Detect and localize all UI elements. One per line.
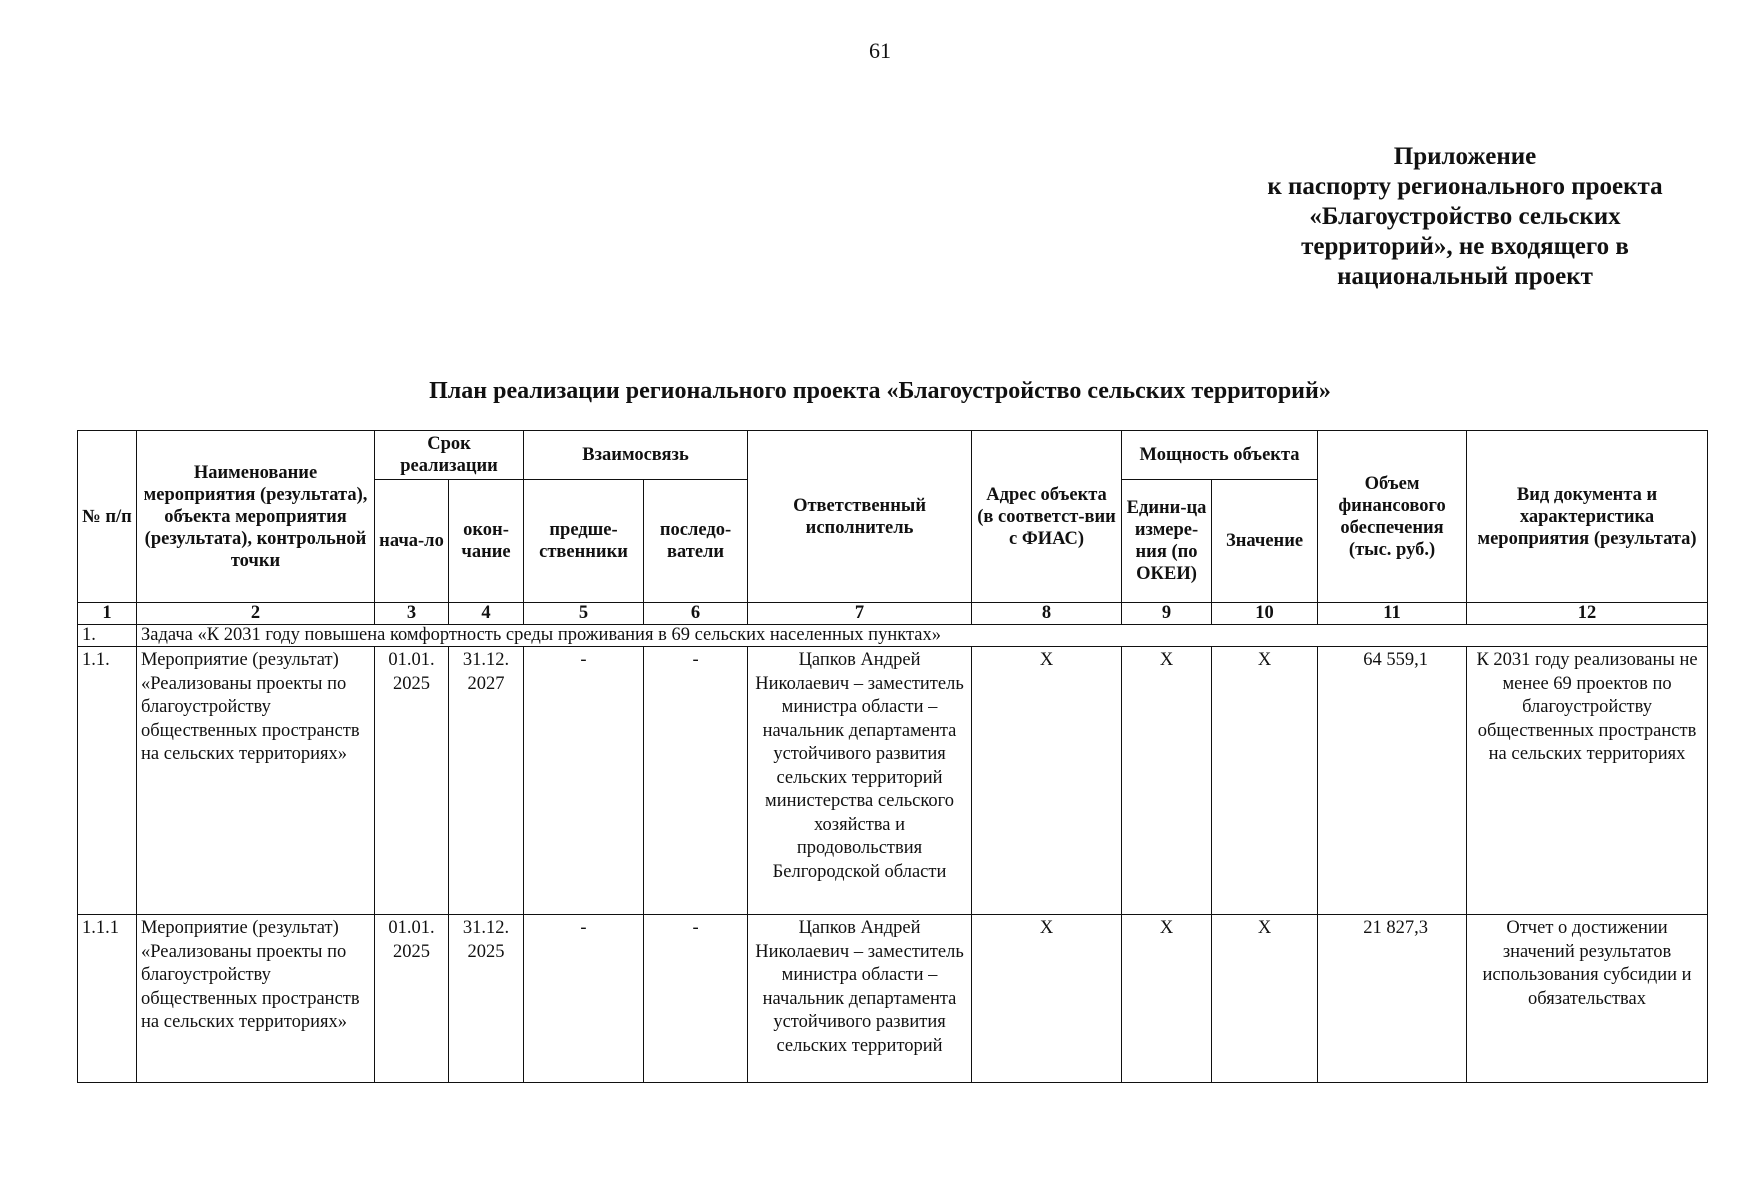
column-number: 8 — [972, 603, 1122, 625]
row-executor: Цапков Андрей Николаевич – заместитель министра области – начальник департамента устойчивого развития сельских территорий — [748, 915, 972, 1083]
plan-title: План реализации регионального проекта «Благоустройство сельских территорий» — [429, 378, 1331, 404]
row-value: Х — [1212, 647, 1318, 915]
header-predecessors: предше-ственники — [524, 480, 644, 603]
column-number: 12 — [1467, 603, 1708, 625]
appendix-line: территорий», не входящего в — [1301, 233, 1629, 260]
header-no: № п/п — [78, 431, 137, 603]
appendix-line: к паспорту регионального проекта — [1267, 173, 1663, 200]
table-row — [78, 915, 1708, 1083]
table-row — [78, 647, 1708, 915]
header-executor: Ответственный исполнитель — [748, 431, 972, 603]
row-name: Мероприятие (результат) «Реализованы проекты по благоустройству общественных пространств на сельских территориях» — [137, 647, 375, 915]
row-no: 1.1. — [78, 647, 137, 915]
plan-table — [77, 430, 1708, 1083]
row-end: 31.12. 2025 — [449, 915, 524, 1083]
header-value: Значение — [1212, 480, 1318, 603]
row-value: Х — [1212, 915, 1318, 1083]
column-number: 9 — [1122, 603, 1212, 625]
column-number: 4 — [449, 603, 524, 625]
column-number: 6 — [644, 603, 748, 625]
column-number: 5 — [524, 603, 644, 625]
row-name: Мероприятие (результат) «Реализованы проекты по благоустройству общественных пространств на сельских территориях» — [137, 915, 375, 1083]
header-address: Адрес объекта (в соответст-вии с ФИАС) — [972, 431, 1122, 603]
column-number: 11 — [1318, 603, 1467, 625]
column-number-row — [78, 603, 1708, 625]
appendix-line: Приложение — [1393, 143, 1537, 170]
appendix-line: национальный проект — [1337, 263, 1593, 290]
header-name: Наименование мероприятия (результата), объекта мероприятия (результата), контрольной точки — [137, 431, 375, 603]
header-capacity: Мощность объекта — [1122, 431, 1318, 480]
row-start: 01.01. 2025 — [375, 647, 449, 915]
row-successors: - — [644, 647, 748, 915]
column-number: 1 — [78, 603, 137, 625]
header-row — [78, 431, 1708, 480]
task-no: 1. — [78, 625, 137, 647]
header-term-start: нача-ло — [375, 480, 449, 603]
header-successors: последо-ватели — [644, 480, 748, 603]
page-number: 61 — [869, 38, 891, 63]
row-no: 1.1.1 — [78, 915, 137, 1083]
appendix-heading — [1245, 142, 1685, 292]
header-funding: Объем финансового обеспечения (тыс. руб.) — [1318, 431, 1467, 603]
row-funding: 64 559,1 — [1318, 647, 1467, 915]
row-address: Х — [972, 915, 1122, 1083]
task-text: Задача «К 2031 году повышена комфортность среды проживания в 69 сельских населенных пунктах» — [137, 625, 1708, 647]
column-number: 7 — [748, 603, 972, 625]
row-end: 31.12. 2027 — [449, 647, 524, 915]
appendix-line: «Благоустройство сельских — [1309, 203, 1621, 230]
column-number: 10 — [1212, 603, 1318, 625]
row-funding: 21 827,3 — [1318, 915, 1467, 1083]
task-row — [78, 625, 1708, 647]
row-successors: - — [644, 915, 748, 1083]
column-number: 2 — [137, 603, 375, 625]
row-executor: Цапков Андрей Николаевич – заместитель министра области – начальник департамента устойчивого развития сельских территорий министерства сельского хозяйства и продовольствия Белгородской области — [748, 647, 972, 915]
row-doc: К 2031 году реализованы не менее 69 проектов по благоустройству общественных пространств на сельских территориях — [1467, 647, 1708, 915]
row-unit: Х — [1122, 915, 1212, 1083]
column-number: 3 — [375, 603, 449, 625]
row-unit: Х — [1122, 647, 1212, 915]
row-start: 01.01. 2025 — [375, 915, 449, 1083]
header-term: Срок реализации — [375, 431, 524, 480]
header-term-end: окон-чание — [449, 480, 524, 603]
header-unit: Едини-ца измере-ния (по ОКЕИ) — [1122, 480, 1212, 603]
row-predecessors: - — [524, 647, 644, 915]
header-relation: Взаимосвязь — [524, 431, 748, 480]
row-address: Х — [972, 647, 1122, 915]
header-doc: Вид документа и характеристика мероприятия (результата) — [1467, 431, 1708, 603]
row-predecessors: - — [524, 915, 644, 1083]
row-doc: Отчет о достижении значений результатов использования субсидии и обязательствах — [1467, 915, 1708, 1083]
